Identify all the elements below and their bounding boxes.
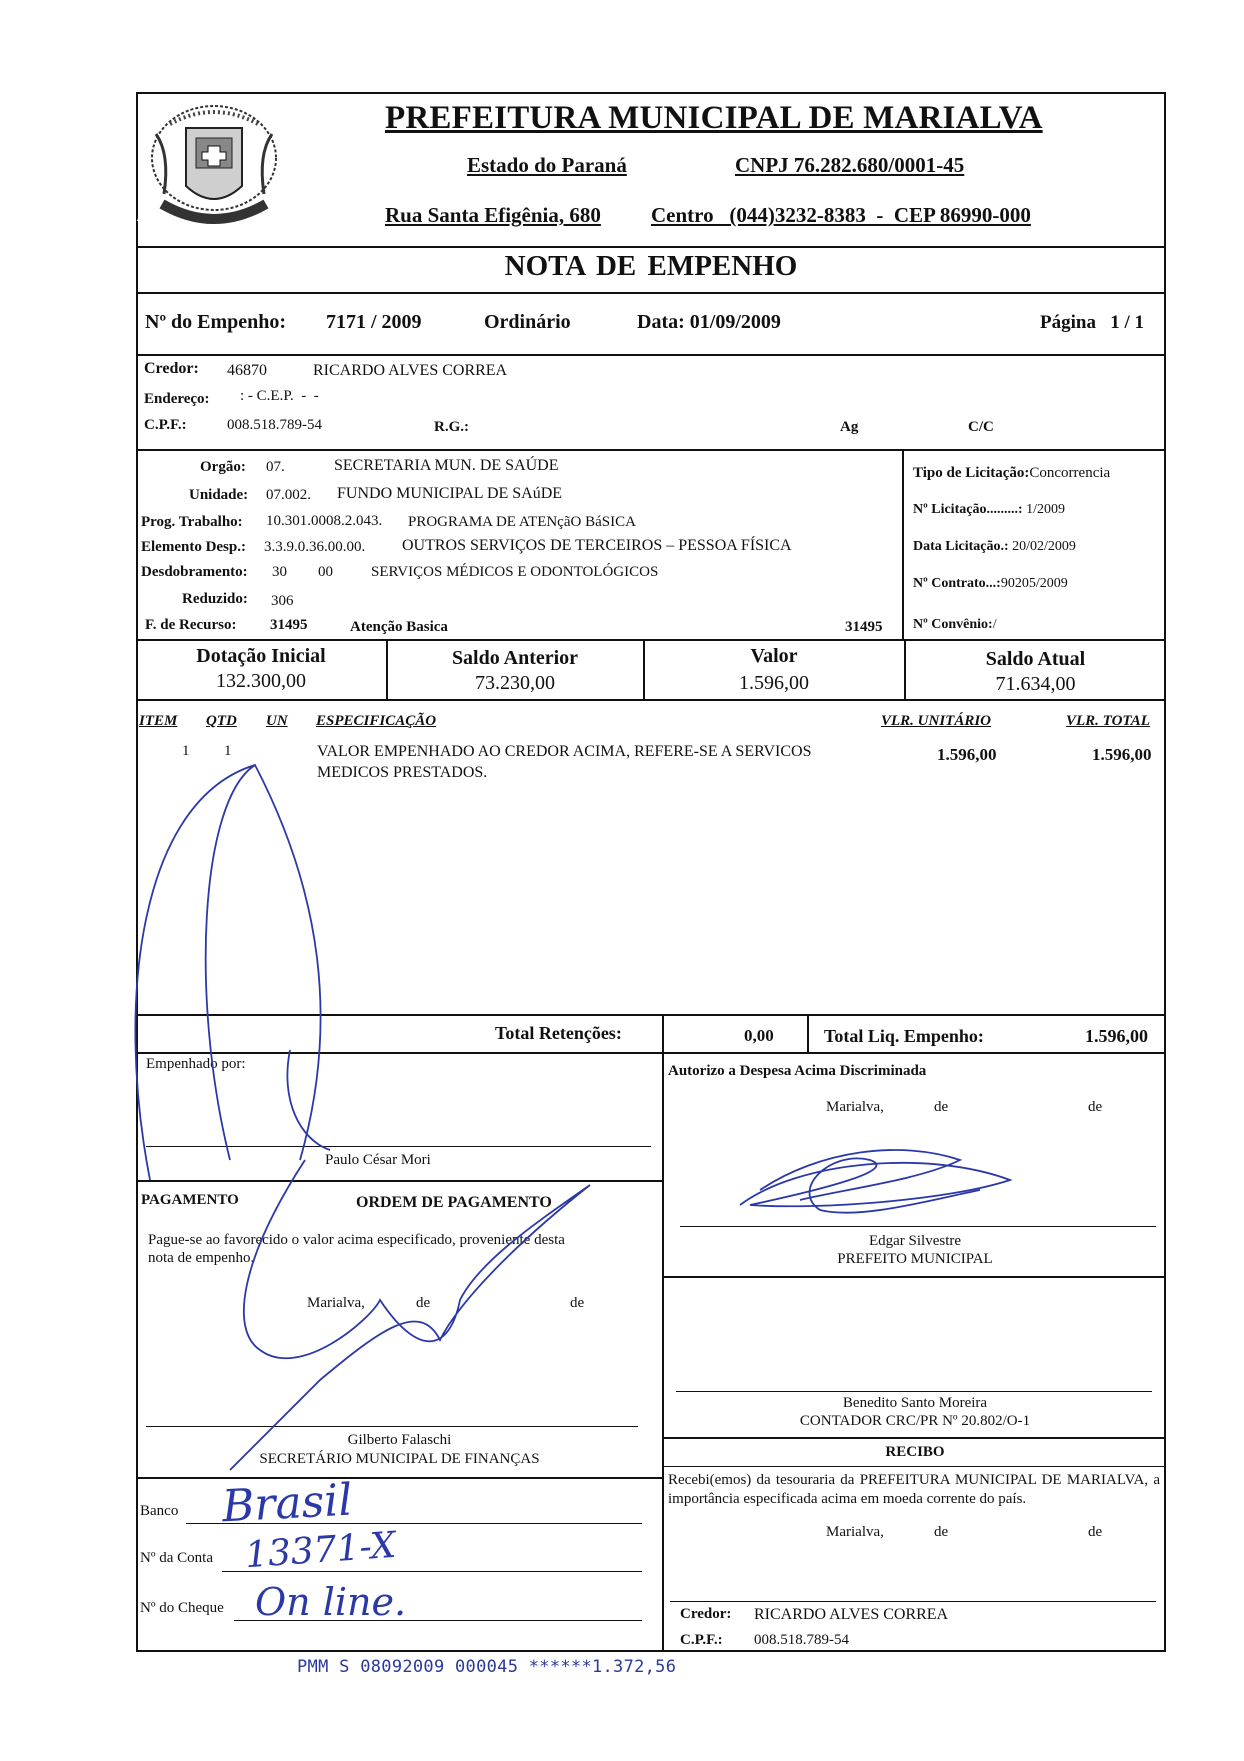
credor-codigo: 46870 — [227, 362, 267, 379]
tipo-licitacao-label: Tipo de Licitação: — [913, 465, 1030, 481]
prog-cod: 10.301.0008.2.043. — [266, 513, 383, 529]
col-un: UN — [266, 713, 288, 729]
cheque-label: Nº do Cheque — [140, 1600, 224, 1616]
credor-nome: RICARDO ALVES CORREA — [313, 362, 508, 379]
recurso-nome: Atenção Basica — [350, 619, 448, 635]
caixa-stamp: PMM S 08092009 000045 ******1.372,56 — [297, 1657, 677, 1677]
crest-motto: MARIALVA — [107, 213, 165, 223]
endereco-contato: Centro (044)3232-8383 - CEP 86990-000 — [651, 203, 1031, 227]
cnpj: CNPJ 76.282.680/0001-45 — [735, 153, 965, 177]
num-licitacao-label: Nº Licitação.........: — [913, 502, 1023, 517]
recurso-label: F. de Recurso: — [145, 617, 237, 633]
saldo-anterior-label: Saldo Anterior — [451, 647, 579, 669]
orgao-label: Orgão: — [200, 459, 246, 475]
row-especificacao-1: VALOR EMPENHADO AO CREDOR ACIMA, REFERE-SE A SERVICOS — [317, 743, 812, 760]
empenhado-por-nome: Paulo César Mori — [325, 1152, 431, 1168]
recibo-texto: Recebi(emos) da tesouraria da PREFEITURA MUNICIPAL DE MARIALVA, a importância especificada acima em moeda corrente do país. — [668, 1472, 1160, 1507]
recurso-cod2: 31495 — [845, 619, 883, 635]
col-item: ITEM — [139, 713, 178, 729]
estado: Estado do Paraná — [467, 153, 627, 177]
cpf-valor: 008.518.789-54 — [227, 417, 322, 433]
empenho-tipo: Ordinário — [484, 311, 571, 333]
cheque-valor: On line. — [255, 1580, 407, 1624]
data-licitacao-valor: 20/02/2009 — [1012, 539, 1076, 554]
prefeito-nome: Edgar Silvestre — [868, 1233, 962, 1249]
autorizo-local: Marialva, — [826, 1099, 884, 1115]
recibo-de-2: de — [1088, 1524, 1103, 1540]
page-title: PREFEITURA MUNICIPAL DE MARIALVA — [385, 100, 1043, 136]
desdobramento-a: 30 — [272, 564, 287, 580]
desdobramento-nome: SERVIÇOS MÉDICOS E ODONTOLÓGICOS — [371, 564, 659, 580]
recibo-credor-nome: RICARDO ALVES CORREA — [754, 1606, 949, 1623]
dotacao-inicial-valor: 132.300,00 — [216, 670, 306, 692]
pagamento-label: PAGAMENTO — [141, 1192, 239, 1208]
prefeito-cargo: PREFEITO MUNICIPAL — [837, 1251, 993, 1267]
empenho-num-label: Nº do Empenho: — [145, 311, 287, 333]
row-vlr-total: 1.596,00 — [1092, 745, 1152, 764]
secretario-cargo: SECRETÁRIO MUNICIPAL DE FINANÇAS — [259, 1451, 540, 1467]
elemento-label: Elemento Desp.: — [141, 539, 246, 555]
endereco-label: Endereço: — [144, 391, 210, 407]
prog-nome: PROGRAMA DE ATENçãO BáSICA — [408, 514, 636, 530]
row-qtd: 1 — [224, 743, 232, 759]
pagamento-texto-1: Pague-se ao favorecido o valor acima especificado, proveniente desta — [148, 1232, 565, 1248]
convenio-label: Nº Convênio: — [913, 617, 993, 632]
banco-label: Banco — [140, 1503, 179, 1519]
col-especificacao: ESPECIFICAÇÃO — [316, 713, 437, 729]
recibo-cpf-valor: 008.518.789-54 — [754, 1632, 849, 1648]
row-especificacao-2: MEDICOS PRESTADOS. — [317, 764, 488, 781]
autorizo-de-2: de — [1088, 1099, 1103, 1115]
unidade-nome: FUNDO MUNICIPAL DE SAúDE — [337, 485, 563, 502]
autorizo-de-1: de — [934, 1099, 949, 1115]
recibo-credor-label: Credor: — [680, 1606, 732, 1622]
endereco-rua: Rua Santa Efigênia, 680 — [385, 203, 601, 227]
total-retencoes-label: Total Retenções: — [495, 1023, 622, 1043]
contrato-label: Nº Contrato...: — [913, 576, 1001, 591]
col-vlr-unitario: VLR. UNITÁRIO — [881, 713, 992, 729]
elemento-nome: OUTROS SERVIÇOS DE TERCEIROS – PESSOA FÍSICA — [402, 537, 792, 554]
pagamento-texto-2: nota de empenho. — [148, 1250, 255, 1266]
convenio-valor: / — [992, 617, 997, 632]
pagamento-de-1: de — [416, 1295, 431, 1311]
total-liquido-label: Total Liq. Empenho: — [824, 1026, 984, 1046]
conta-label: Nº da Conta — [140, 1550, 213, 1566]
banco-valor: Brasil — [220, 1474, 354, 1533]
empenho-num: 7171 / 2009 — [326, 311, 422, 333]
total-retencoes-valor: 0,00 — [744, 1026, 774, 1045]
ag-label: Ag — [840, 419, 859, 435]
reduzido-label: Reduzido: — [182, 591, 248, 607]
recibo-de-1: de — [934, 1524, 949, 1540]
num-licitacao-valor: 1/2009 — [1026, 502, 1065, 517]
row-item: 1 — [182, 743, 190, 759]
recurso-cod: 31495 — [270, 617, 308, 633]
col-qtd: QTD — [206, 713, 237, 729]
recibo-cpf-label: C.P.F.: — [680, 1632, 723, 1648]
endereco-valor: : - C.E.P. - - — [240, 388, 319, 404]
empenhado-por-label: Empenhado por: — [146, 1056, 246, 1072]
unidade-label: Unidade: — [189, 487, 249, 503]
conta-valor: 13371-X — [243, 1524, 398, 1577]
data-licitacao-label: Data Licitação.: — [913, 539, 1009, 554]
contador-cargo: CONTADOR CRC/PR Nº 20.802/O-1 — [799, 1413, 1031, 1429]
elemento-cod: 3.3.9.0.36.00.00. — [264, 539, 366, 555]
cpf-label: C.P.F.: — [144, 417, 187, 433]
desdobramento-label: Desdobramento: — [141, 564, 248, 580]
autorizo-label: Autorizo a Despesa Acima Discriminada — [668, 1063, 927, 1079]
secretario-nome: Gilberto Falaschi — [347, 1432, 452, 1448]
saldo-atual-label: Saldo Atual — [985, 648, 1086, 670]
reduzido-valor: 306 — [271, 593, 294, 609]
unidade-cod: 07.002. — [266, 487, 311, 503]
valor-label: Valor — [750, 645, 798, 667]
orgao-nome: SECRETARIA MUN. DE SAÚDE — [334, 457, 559, 474]
recibo-label: RECIBO — [885, 1444, 945, 1460]
contador-nome: Benedito Santo Moreira — [842, 1395, 988, 1411]
orgao-cod: 07. — [266, 459, 285, 475]
dotacao-inicial-label: Dotação Inicial — [196, 645, 326, 667]
tipo-licitacao-valor: Concorrencia — [1029, 465, 1111, 481]
prog-label: Prog. Trabalho: — [141, 514, 243, 530]
valor-valor: 1.596,00 — [739, 672, 809, 694]
empenho-pagina: Página 1 / 1 — [1040, 312, 1144, 333]
rg-label: R.G.: — [434, 419, 469, 435]
empenho-data: Data: 01/09/2009 — [637, 311, 781, 333]
total-liquido-valor: 1.596,00 — [1085, 1026, 1148, 1046]
recibo-local: Marialva, — [826, 1524, 884, 1540]
desdobramento-b: 00 — [318, 564, 333, 580]
credor-label: Credor: — [144, 360, 199, 377]
saldo-anterior-valor: 73.230,00 — [475, 672, 555, 694]
row-vlr-unitario: 1.596,00 — [937, 745, 997, 764]
saldo-atual-valor: 71.634,00 — [995, 673, 1076, 695]
doc-title: NOTA DE EMPENHO — [504, 250, 798, 282]
pagamento-de-2: de — [570, 1295, 585, 1311]
cc-label: C/C — [968, 419, 994, 435]
pagamento-local: Marialva, — [307, 1295, 365, 1311]
col-vlr-total: VLR. TOTAL — [1066, 713, 1150, 729]
ordem-pagamento-label: ORDEM DE PAGAMENTO — [356, 1194, 552, 1211]
contrato-valor: 90205/2009 — [1000, 576, 1068, 591]
